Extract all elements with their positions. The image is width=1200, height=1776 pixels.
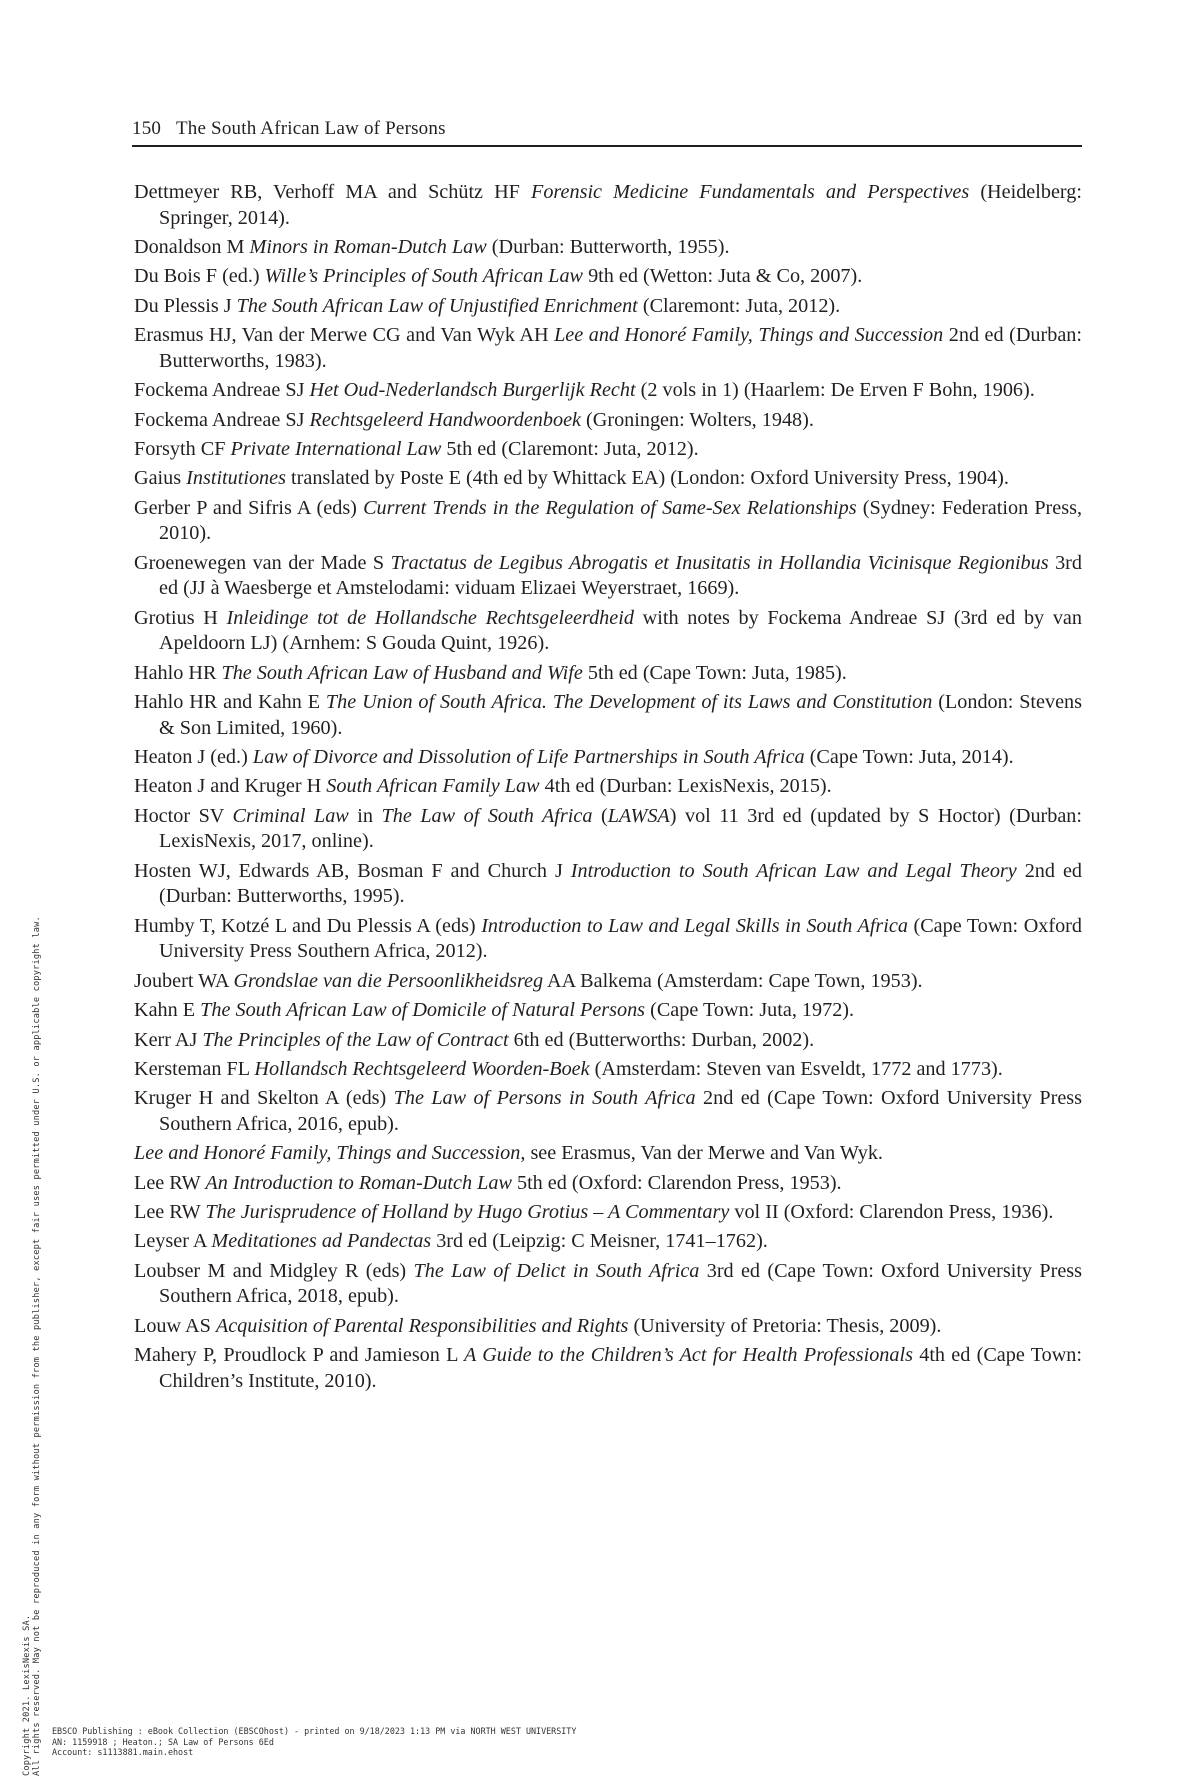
entry-text: Erasmus HJ, Van der Merwe CG and Van Wyk AH — [134, 324, 555, 347]
entry-title: The Law of Persons in South Africa — [393, 1087, 696, 1110]
entry-text: Forsyth CF — [134, 437, 231, 460]
rights-line: All rights reserved. May not be reproduced in any form without permission from the publisher, except fair uses permitted under U.S. or applicable copyright law. — [32, 916, 42, 1776]
entry-title: Introduction to South African Law and Legal Theory — [570, 859, 1017, 882]
entry-title: Criminal Law — [232, 804, 349, 827]
entry-text: 5th ed (Claremont: Juta, 2012). — [441, 437, 699, 460]
entry-text: Heaton J and Kruger H — [134, 775, 327, 798]
bibliography-entry — [134, 264, 1082, 290]
entry-text: Du Bois F (ed.) — [134, 265, 265, 288]
entry-text: 5th ed (Cape Town: Juta, 1985). — [582, 661, 847, 684]
bibliography-entry — [134, 1141, 1082, 1167]
entry-text: in — [348, 804, 382, 827]
entry-text: Kerr AJ — [134, 1028, 203, 1051]
entry-title: Rechtsgeleerd Handwoordenboek — [309, 408, 581, 431]
bibliography-entry — [134, 998, 1082, 1024]
entry-text: Louw AS — [134, 1314, 216, 1337]
entry-text: (Cape Town: Juta, 1972). — [645, 999, 855, 1022]
entry-text: 6th ed (Butterworths: Durban, 2002). — [508, 1028, 815, 1051]
entry-title: Law of Divorce and Dissolution of Life Partnerships in South Africa — [252, 746, 805, 769]
entry-text: vol II (Oxford: Clarendon Press, 1936). — [729, 1201, 1054, 1224]
entry-text: Gerber P and Sifris A (eds) — [134, 496, 364, 519]
bibliography-entry — [134, 690, 1082, 741]
entry-text: ( — [592, 804, 608, 827]
bibliography-entry — [134, 1028, 1082, 1054]
entry-text: Hoctor SV — [134, 804, 233, 827]
entry-title: Current Trends in the Regulation of Same-Sex Relationships — [363, 496, 857, 519]
entry-title: The South African Law of Husband and Wife — [221, 661, 583, 684]
entry-title: The South African Law of Unjustified Enrichment — [236, 294, 638, 317]
entry-text: (Sydney: Federation Press, 2010). — [159, 496, 1082, 545]
entry-title: Inleidinge tot de Hollandsche Rechtsgeleerdheid — [226, 606, 634, 629]
entry-text: Hahlo HR and Kahn E — [134, 691, 326, 714]
entry-text: Kahn E — [134, 999, 201, 1022]
entry-text: 5th ed (Oxford: Clarendon Press, 1953). — [511, 1171, 842, 1194]
entry-title: The Principles of the Law of Contract — [202, 1028, 509, 1051]
entry-text: Grotius H — [134, 606, 227, 629]
entry-title: Private International Law — [230, 437, 442, 460]
page-number: 150 — [132, 118, 162, 139]
entry-text: Hosten WJ, Edwards AB, Bosman F and Church J — [134, 859, 571, 882]
bibliography-entry — [134, 466, 1082, 492]
bibliography-entry — [134, 969, 1082, 995]
entry-text: (Claremont: Juta, 2012). — [637, 294, 841, 317]
bibliography-entry — [134, 180, 1082, 231]
bibliography-entry — [134, 1314, 1082, 1340]
entry-text: Leyser A — [134, 1230, 212, 1253]
bibliography-entry — [134, 551, 1082, 602]
entry-title: Lee and Honoré Family, Things and Succession — [134, 1142, 521, 1165]
entry-text: 2nd ed (Durban: Butterworths, 1995). — [159, 859, 1083, 908]
entry-text: 3rd ed (JJ à Waesberge et Amstelodami: viduam Elizaei Weyerstraet, 1669). — [159, 551, 1083, 600]
bibliography-entry — [134, 859, 1082, 910]
entry-title: The Law of South Africa — [381, 804, 593, 827]
bibliography-entry — [134, 1200, 1082, 1226]
entry-title: Het Oud-Nederlandsch Burgerlijk Recht — [309, 379, 636, 402]
entry-title: Tractatus de Legibus Abrogatis et Inusitatis in Hollandia Vicinisque Regionibus — [390, 551, 1049, 574]
entry-text: , see Erasmus, Van der Merwe and Van Wyk. — [520, 1142, 883, 1165]
entry-title: The South African Law of Domicile of Natural Persons — [200, 999, 646, 1022]
entry-text: Hahlo HR — [134, 661, 222, 684]
entry-title: The Union of South Africa. The Development of its Laws and Constitution — [325, 691, 933, 714]
entry-title: Wille’s Principles of South African Law — [264, 265, 584, 288]
entry-text: ) vol 11 3rd ed (updated by S Hoctor) (Durban: LexisNexis, 2017, online). — [159, 804, 1083, 853]
entry-text: 3rd ed (Cape Town: Oxford University Press Southern Africa, 2018, epub). — [159, 1259, 1082, 1308]
entry-text: Humby T, Kotzé L and Du Plessis A (eds) — [134, 914, 482, 937]
print-footer — [52, 1726, 1102, 1758]
bibliography-list — [134, 180, 1082, 1398]
running-header — [132, 118, 1082, 140]
entry-text: 4th ed (Cape Town: Children’s Institute, 2010). — [159, 1344, 1082, 1392]
entry-text: (2 vols in 1) (Haarlem: De Erven F Bohn, 1906). — [635, 379, 1035, 402]
entry-title: The Law of Delict in South Africa — [413, 1259, 700, 1282]
entry-text: AA Balkema (Amsterdam: Cape Town, 1953). — [543, 969, 923, 992]
entry-title: The Jurisprudence of Holland by Hugo Grotius – A Commentary — [205, 1201, 730, 1224]
book-title: The South African Law of Persons — [175, 118, 446, 139]
footer-line-account: Account: s1113881.main.ehost — [52, 1747, 194, 1757]
bibliography-entry — [134, 235, 1082, 261]
entry-text: (Durban: Butterworth, 1955). — [486, 235, 730, 258]
entry-text: (London: Stevens & Son Limited, 1960). — [159, 691, 1083, 739]
bibliography-entry — [134, 323, 1082, 374]
entry-text: (Cape Town: Juta, 2014). — [804, 746, 1014, 769]
entry-text: Donaldson M — [134, 235, 250, 258]
bibliography-entry — [134, 1229, 1082, 1255]
bibliography-entry — [134, 1057, 1082, 1083]
bibliography-entry — [134, 294, 1082, 320]
bibliography-entry — [134, 1171, 1082, 1197]
entry-title: An Introduction to Roman-Dutch Law — [205, 1171, 512, 1194]
entry-text: Gaius — [134, 467, 187, 490]
entry-title: Meditationes ad Pandectas — [211, 1230, 432, 1253]
bibliography-entry — [134, 804, 1082, 855]
entry-title: LAWSA — [607, 804, 670, 827]
entry-text: 9th ed (Wetton: Juta & Co, 2007). — [583, 265, 863, 288]
bibliography-entry — [134, 1086, 1082, 1137]
entry-text: Kersteman FL — [134, 1057, 255, 1080]
bibliography-entry — [134, 437, 1082, 463]
entry-title: Acquisition of Parental Responsibilities and Rights — [215, 1314, 629, 1337]
entry-text: translated by Poste E (4th ed by Whittack EA) (London: Oxford University Press, 1904). — [285, 467, 1009, 490]
entry-text: (Cape Town: Oxford University Press Southern Africa, 2012). — [159, 914, 1083, 963]
entry-title: Forensic Medicine Fundamentals and Perspectives — [531, 181, 970, 203]
entry-text: Fockema Andreae SJ — [134, 379, 310, 402]
entry-text: Dettmeyer RB, Verhoff MA and Schütz HF — [134, 181, 531, 203]
bibliography-entry — [134, 1259, 1082, 1310]
entry-title: Lee and Honoré Family, Things and Succession — [554, 324, 944, 347]
bibliography-entry — [134, 496, 1082, 547]
entry-text: 2nd ed (Cape Town: Oxford University Press Southern Africa, 2016, epub). — [159, 1087, 1082, 1135]
entry-title: South African Family Law — [326, 775, 540, 798]
entry-text: 2nd ed (Durban: Butterworths, 1983). — [159, 324, 1082, 372]
entry-title: Institutiones — [186, 467, 286, 490]
entry-text: Lee RW — [134, 1171, 206, 1194]
entry-text: Mahery P, Proudlock P and Jamieson L — [134, 1344, 464, 1367]
entry-text: Loubser M and Midgley R (eds) — [134, 1259, 414, 1282]
entry-text: (University of Pretoria: Thesis, 2009). — [628, 1314, 942, 1337]
copyright-notice — [22, 546, 42, 1776]
entry-text: Du Plessis J — [134, 294, 237, 317]
entry-title: Grondslae van die Persoonlikheidsreg — [233, 969, 544, 992]
entry-text: 3rd ed (Leipzig: C Meisner, 1741–1762). — [431, 1230, 768, 1253]
entry-text: Kruger H and Skelton A (eds) — [134, 1087, 394, 1110]
entry-text: with notes by Fockema Andreae SJ (3rd ed by van Apeldoorn LJ) (Arnhem: S Gouda Quint, 1926). — [159, 606, 1082, 655]
entry-text: Groenewegen van der Made S — [134, 551, 391, 574]
entry-text: (Heidelberg: Springer, 2014). — [159, 181, 1082, 229]
bibliography-entry — [134, 745, 1082, 771]
bibliography-entry — [134, 378, 1082, 404]
entry-text: 4th ed (Durban: LexisNexis, 2015). — [539, 775, 832, 798]
bibliography-entry — [134, 606, 1082, 657]
entry-text: (Groningen: Wolters, 1948). — [581, 408, 814, 431]
header-rule — [132, 145, 1082, 147]
entry-title: A Guide to the Children’s Act for Health Professionals — [463, 1344, 913, 1367]
bibliography-entry — [134, 408, 1082, 434]
entry-text: Joubert WA — [134, 969, 234, 992]
footer-line-an: AN: 1159918 ; Heaton.; SA Law of Persons 6Ed — [52, 1736, 274, 1747]
entry-text: Lee RW — [134, 1201, 206, 1224]
entry-text: Fockema Andreae SJ — [134, 408, 310, 431]
entry-text: (Amsterdam: Steven van Esveldt, 1772 and 1773). — [589, 1057, 1003, 1080]
bibliography-entry — [134, 774, 1082, 800]
entry-title: Hollandsch Rechtsgeleerd Woorden-Boek — [254, 1057, 590, 1080]
bibliography-entry — [134, 1343, 1082, 1394]
entry-text: Heaton J (ed.) — [134, 746, 253, 769]
bibliography-entry — [134, 661, 1082, 687]
bibliography-entry — [134, 914, 1082, 965]
entry-title: Introduction to Law and Legal Skills in South Africa — [481, 914, 908, 937]
entry-title: Minors in Roman-Dutch Law — [249, 235, 487, 258]
footer-line-print: EBSCO Publishing : eBook Collection (EBSCOhost) - printed on 9/18/2023 1:13 PM via NORTH WEST UNIVERSITY — [52, 1726, 577, 1736]
copyright-line: Copyright 2021. LexisNexis SA. — [22, 1614, 32, 1776]
